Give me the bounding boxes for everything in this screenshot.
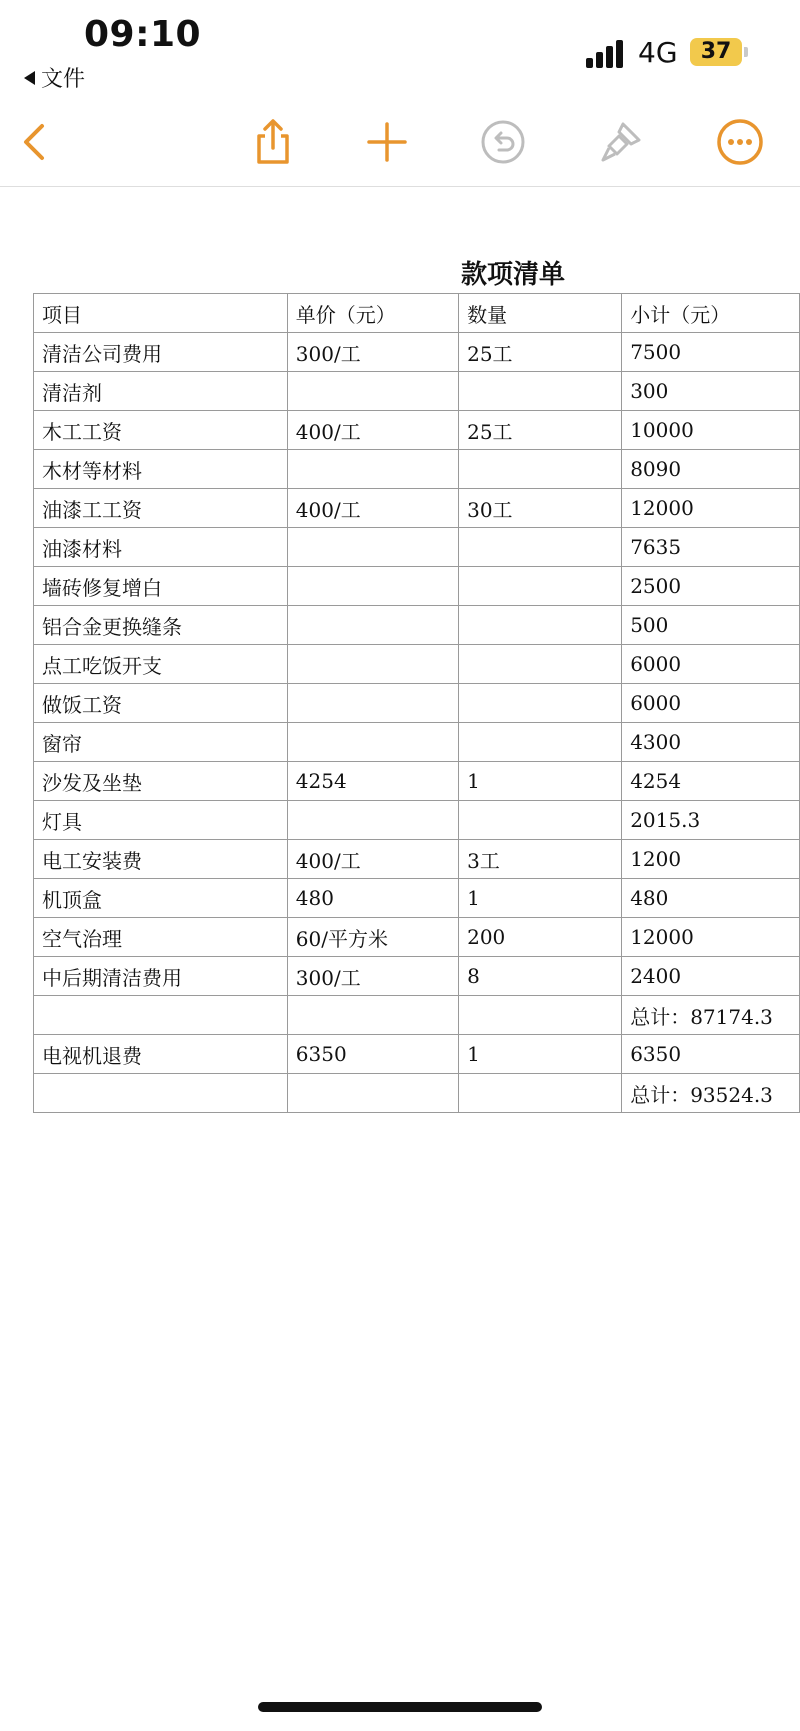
table-cell[interactable]: 清洁公司费用 [34,333,288,372]
cellular-signal-icon [586,38,626,68]
table-cell[interactable] [459,372,622,411]
table-cell[interactable]: 400/工 [287,489,458,528]
table-row [34,918,800,957]
table-cell[interactable]: 点工吃饭开支 [34,645,288,684]
table-cell[interactable] [287,723,458,762]
table-cell[interactable]: 12000 [622,918,800,957]
table-cell[interactable] [287,801,458,840]
table-row [34,801,800,840]
table-cell[interactable]: 木工工资 [34,411,288,450]
paintbrush-icon [595,116,647,168]
table-row [34,333,800,372]
status-bar [0,0,800,100]
table-cell[interactable] [459,801,622,840]
table-cell[interactable]: 400/工 [287,411,458,450]
table-cell[interactable]: 60/平方米 [287,918,458,957]
table-cell[interactable] [287,372,458,411]
more-icon [714,116,766,168]
table-cell[interactable]: 灯具 [34,801,288,840]
table-cell[interactable] [459,645,622,684]
table-cell[interactable] [459,684,622,723]
back-to-app-link[interactable] [24,62,85,93]
table-cell[interactable] [287,450,458,489]
table-cell[interactable]: 30工 [459,489,622,528]
back-button[interactable] [8,114,64,170]
table-cell[interactable]: 铝合金更换缝条 [34,606,288,645]
table-cell[interactable] [459,450,622,489]
table-row [34,567,800,606]
table-row [34,762,800,801]
table-cell[interactable] [34,1074,288,1113]
table-cell[interactable]: 12000 [622,489,800,528]
add-button[interactable] [359,114,415,170]
table-cell[interactable]: 25工 [459,411,622,450]
home-indicator[interactable] [258,1702,542,1712]
table-cell[interactable]: 2500 [622,567,800,606]
table-cell[interactable]: 480 [622,879,800,918]
table-cell[interactable] [34,996,288,1035]
table-cell[interactable]: 4254 [622,762,800,801]
table-cell[interactable] [287,567,458,606]
table-cell[interactable]: 油漆工工资 [34,489,288,528]
table-row [34,1035,800,1074]
table-cell[interactable]: 10000 [622,411,800,450]
payment-table[interactable] [33,293,800,1113]
table-cell[interactable]: 中后期清洁费用 [34,957,288,996]
table-cell[interactable]: 6350 [622,1035,800,1074]
table-cell[interactable]: 500 [622,606,800,645]
table-cell[interactable]: 6000 [622,684,800,723]
header-cell[interactable]: 小计（元） [622,294,800,333]
battery-icon: 37 [690,38,742,66]
table-cell[interactable]: 7635 [622,528,800,567]
table-cell[interactable]: 1200 [622,840,800,879]
battery-cap [744,47,748,57]
more-button[interactable] [712,114,768,170]
table-row [34,1074,800,1113]
table-row [34,723,800,762]
table-cell[interactable]: 400/工 [287,840,458,879]
table-row [34,450,800,489]
table-cell[interactable] [459,996,622,1035]
table-cell[interactable]: 6000 [622,645,800,684]
table-cell[interactable]: 300/工 [287,957,458,996]
table-cell[interactable] [287,528,458,567]
document-toolbar [0,100,800,187]
header-cell[interactable]: 数量 [459,294,622,333]
table-cell[interactable]: 木材等材料 [34,450,288,489]
table-row [34,840,800,879]
back-triangle-icon [24,71,35,85]
header-cell[interactable]: 项目 [34,294,288,333]
table-cell[interactable] [287,606,458,645]
table-row [34,645,800,684]
table-cell[interactable]: 300 [622,372,800,411]
table-cell[interactable]: 电视机退费 [34,1035,288,1074]
table-cell[interactable] [287,645,458,684]
table-cell[interactable]: 窗帘 [34,723,288,762]
table-cell[interactable]: 4254 [287,762,458,801]
table-row [34,606,800,645]
table-cell[interactable]: 1 [459,762,622,801]
table-cell[interactable]: 1 [459,1035,622,1074]
table-cell[interactable]: 做饭工资 [34,684,288,723]
table-cell[interactable]: 2015.3 [622,801,800,840]
table-cell[interactable]: 4300 [622,723,800,762]
table-row [34,957,800,996]
table-cell[interactable] [287,1074,458,1113]
table-cell[interactable]: 300/工 [287,333,458,372]
total-cell[interactable]: 总计：87174.3 [622,996,800,1035]
table-cell[interactable]: 墙砖修复增白 [34,567,288,606]
table-cell[interactable] [459,1074,622,1113]
table-cell[interactable]: 6350 [287,1035,458,1074]
table-cell[interactable]: 7500 [622,333,800,372]
table-header-row [34,294,800,333]
table-cell[interactable]: 200 [459,918,622,957]
table-cell[interactable] [459,567,622,606]
table-row [34,996,800,1035]
header-cell[interactable]: 单价（元） [287,294,458,333]
table-cell[interactable] [459,606,622,645]
table-cell[interactable]: 电工安装费 [34,840,288,879]
table-cell[interactable] [459,723,622,762]
table-cell[interactable]: 1 [459,879,622,918]
table-cell[interactable]: 25工 [459,333,622,372]
table-cell[interactable] [287,684,458,723]
undo-button[interactable] [475,114,531,170]
share-button[interactable] [245,114,301,170]
table-cell[interactable]: 油漆材料 [34,528,288,567]
table-row [34,411,800,450]
total-cell[interactable]: 总计：93524.3 [622,1074,800,1113]
table-cell[interactable] [287,996,458,1035]
document-title: 款项清单 [460,260,565,290]
back-to-app-label: 文件 [41,67,86,92]
table-row [34,879,800,918]
table-cell[interactable]: 清洁剂 [34,372,288,411]
network-type: 4G [638,36,678,69]
table-cell[interactable]: 机顶盒 [34,879,288,918]
status-time: 09:10 [84,14,202,55]
table-cell[interactable]: 8090 [622,450,800,489]
table-row [34,528,800,567]
table-cell[interactable]: 空气治理 [34,918,288,957]
table-row [34,684,800,723]
table-cell[interactable]: 沙发及坐垫 [34,762,288,801]
table-cell[interactable]: 3工 [459,840,622,879]
table-cell[interactable]: 8 [459,957,622,996]
table-row [34,489,800,528]
plus-icon [361,116,413,168]
back-icon [10,116,62,168]
format-button[interactable] [593,114,649,170]
table-cell[interactable]: 480 [287,879,458,918]
undo-icon [477,116,529,168]
share-icon [247,116,299,168]
table-row [34,372,800,411]
table-cell[interactable] [459,528,622,567]
table-cell[interactable]: 2400 [622,957,800,996]
